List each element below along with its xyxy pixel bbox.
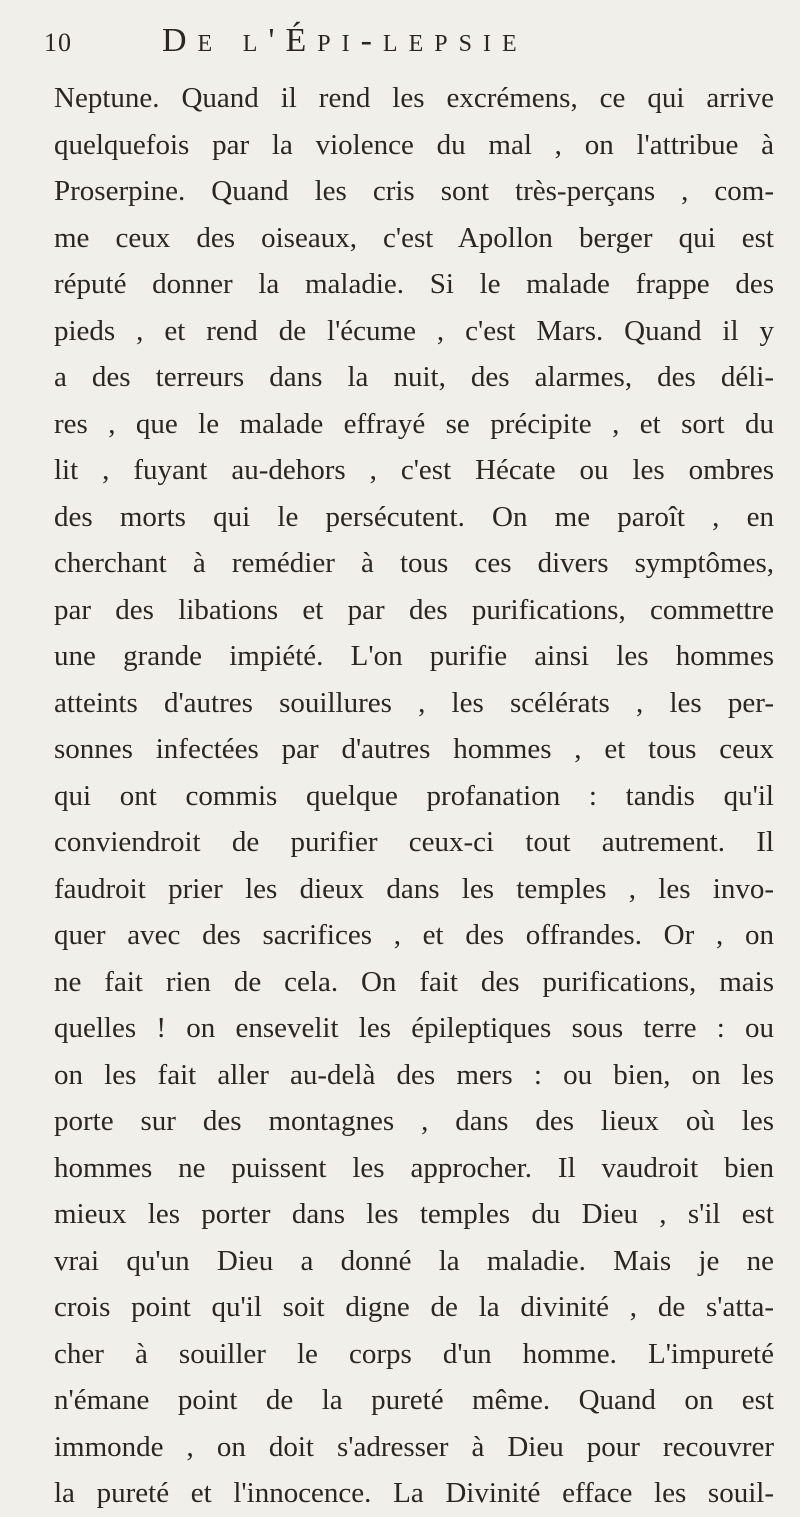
text-line: une grande impiété. L'on purifie ainsi les hommes: [54, 640, 774, 672]
text-line: qui ont commis quelque profanation : tandis qu'il: [54, 779, 774, 812]
text-line: quelles ! on ensevelit les épileptiques sous terre : ou: [54, 1012, 774, 1044]
text-line: faudroit prier les dieux dans les temples , les invo-: [54, 872, 774, 905]
text-line: cher à souiller le corps d'un homme. L'impureté: [54, 1337, 774, 1370]
text-line: res , que le malade effrayé se précipite , et sort du: [54, 407, 774, 440]
body-text: [54, 75, 774, 1517]
text-line: quelquefois par la violence du mal , on l'attribue à: [54, 128, 774, 161]
text-line: n'émane point de la pureté même. Quand on est: [54, 1384, 774, 1416]
text-line: par des libations et par des purifications, commettre: [54, 593, 774, 626]
text-line: on les fait aller au-delà des mers : ou bien, on les: [54, 1058, 774, 1091]
text-line: vrai qu'un Dieu a donné la maladie. Mais je ne: [54, 1244, 774, 1277]
text-line: me ceux des oiseaux, c'est Apollon berger qui est: [54, 221, 774, 254]
running-title: De l'Épi-lepsie: [162, 22, 528, 59]
page-number: 10: [44, 28, 72, 57]
text-line: la pureté et l'innocence. La Divinité efface les souil-: [54, 1477, 774, 1509]
text-line: pieds , et rend de l'écume , c'est Mars. Quand il y: [54, 314, 774, 347]
text-line: Proserpine. Quand les cris sont très-perçans , com-: [54, 175, 774, 207]
text-line: hommes ne puissent les approcher. Il vaudroit bien: [54, 1151, 774, 1184]
text-line: crois point qu'il soit digne de la divinité , de s'atta-: [54, 1291, 774, 1323]
text-line: mieux les porter dans les temples du Dieu , s'il est: [54, 1198, 774, 1230]
text-line: a des terreurs dans la nuit, des alarmes, des déli-: [54, 361, 774, 393]
text-line: atteints d'autres souillures , les scélérats , les per-: [54, 686, 774, 719]
text-line: cherchant à remédier à tous ces divers symptômes,: [54, 547, 774, 579]
text-line: porte sur des montagnes , dans des lieux où les: [54, 1105, 774, 1137]
text-line: des morts qui le persécutent. On me paroît , en: [54, 500, 774, 533]
text-line: sonnes infectées par d'autres hommes , et tous ceux: [54, 733, 774, 765]
text-line: quer avec des sacrifices , et des offrandes. Or , on: [54, 919, 774, 951]
text-line: Neptune. Quand il rend les excrémens, ce qui arrive: [54, 82, 774, 114]
text-line: immonde , on doit s'adresser à Dieu pour recouvrer: [54, 1430, 774, 1463]
text-line: ne fait rien de cela. On fait des purifications, mais: [54, 965, 774, 998]
text-line: lit , fuyant au-dehors , c'est Hécate ou les ombres: [54, 454, 774, 486]
text-line: conviendroit de purifier ceux-ci tout autrement. Il: [54, 826, 774, 858]
page-header: [44, 22, 760, 66]
text-line: réputé donner la maladie. Si le malade frappe des: [54, 268, 774, 300]
